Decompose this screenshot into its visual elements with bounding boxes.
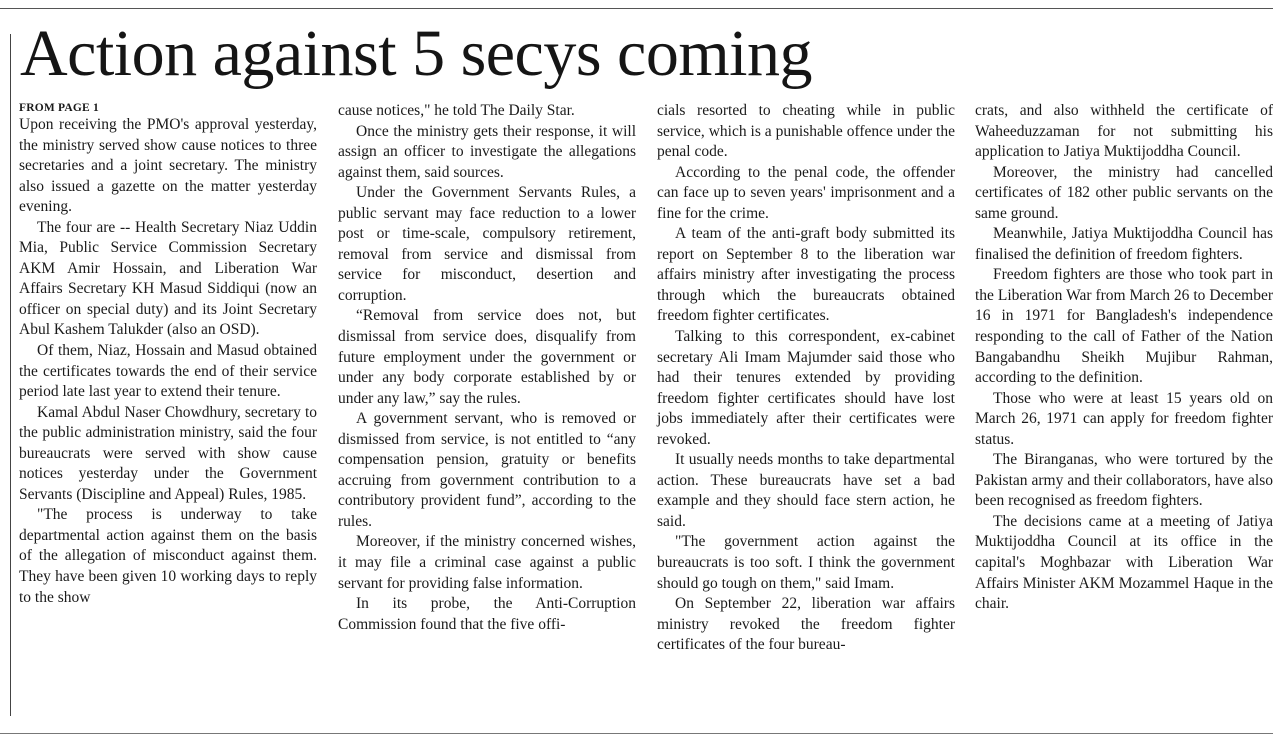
paragraph: “Removal from service does not, but dismissal from service does, disqualify from future employment under the government or under any body corporate established by or under any law,” say the rules.	[338, 307, 636, 407]
article-column-2	[338, 101, 636, 635]
paragraph: "The government action against the bureaucrats is too soft. I think the government should go tough on them," said Imam.	[657, 533, 955, 592]
paragraph: Talking to this correspondent, ex-cabinet secretary Ali Imam Majumder said those who had their tenures extended by providing freedom fighter certificates should have lost jobs immediately after their certificates were revoked.	[657, 328, 955, 448]
paragraph: Upon receiving the PMO's approval yesterday, the ministry served show cause notices to three secretaries and a joint secretary. The ministry also issued a gazette on the matter yesterday evening.	[19, 116, 317, 216]
paragraph: Once the ministry gets their response, it will assign an officer to investigate the allegations against them, said sources.	[338, 122, 636, 181]
top-rule	[0, 8, 1273, 9]
article-column-1	[19, 101, 317, 608]
article-column-3	[657, 101, 955, 656]
paragraph: "The process is underway to take departmental action against them on the basis of the allegation of misconduct against them. They have been given 10 working days to reply to the show	[19, 506, 317, 606]
paragraph: In its probe, the Anti-Corruption Commission found that the five offi-	[338, 595, 636, 633]
paragraph: Moreover, the ministry had cancelled certificates of 182 other public servants on the same ground.	[975, 163, 1273, 222]
paragraph: The four are -- Health Secretary Niaz Uddin Mia, Public Service Commission Secretary AKM Amir Hossain, and Liberation War Affairs Secretary KH Masud Siddiqui (now an officer on special duty) and its Joint Secretary Abul Kashem Talukder (also an OSD).	[19, 218, 317, 339]
paragraph: It usually needs months to take departmental action. These bureaucrats have set a bad example and they should face stern action, he said.	[657, 451, 955, 530]
paragraph: cials resorted to cheating while in public service, which is a punishable offence under the penal code.	[657, 102, 955, 161]
paragraph: Those who were at least 15 years old on March 26, 1971 can apply for freedom fighter status.	[975, 389, 1273, 448]
from-page-kicker: FROM PAGE 1	[19, 102, 99, 114]
paragraph: Meanwhile, Jatiya Muktijoddha Council has finalised the definition of freedom fighters.	[975, 225, 1273, 263]
paragraph: Under the Government Servants Rules, a public servant may face reduction to a lower post or time-scale, compulsory retirement, removal from service and dismissal from service for misconduct, desertion and corruption.	[338, 184, 636, 304]
paragraph: Freedom fighters are those who took part in the Liberation War from March 26 to December 16 in 1971 for Bangladesh's independence responding to the call of Father of the Nation Bangabandhu Sheikh Mujibur Rahman, according to the definition.	[975, 266, 1273, 387]
paragraph: According to the penal code, the offender can face up to seven years' imprisonment and a fine for the crime.	[657, 163, 955, 222]
paragraph: Kamal Abdul Naser Chowdhury, secretary to the public administration ministry, said the four bureaucrats were served with show cause notices yesterday under the Government Servants (Discipline and Appeal) Rules, 1985.	[19, 403, 317, 503]
paragraph: A government servant, who is removed or dismissed from service, is not entitled to “any compensation pension, gratuity or benefits accruing from government contribution to a contributory provident fund”, according to the rules.	[338, 410, 636, 530]
paragraph: On September 22, liberation war affairs ministry revoked the freedom fighter certificates of the four bureau-	[657, 595, 955, 654]
paragraph: The decisions came at a meeting of Jatiya Muktijoddha Council at its office in the capital's Moghbazar with Liberation War Affairs Minister AKM Mozammel Haque in the chair.	[975, 512, 1273, 613]
headline: Action against 5 secys coming	[20, 17, 813, 90]
paragraph: A team of the anti-graft body submitted its report on September 8 to the liberation war affairs ministry after investigating the process through which the bureaucrats obtained freedom fighter certificates.	[657, 225, 955, 325]
bottom-rule	[0, 733, 1273, 734]
paragraph: Moreover, if the ministry concerned wishes, it may file a criminal case against a public servant for providing false information.	[338, 533, 636, 592]
article-column-4	[975, 101, 1273, 615]
paragraph: The Biranganas, who were tortured by the Pakistan army and their collaborators, have also been recognised as freedom fighters.	[975, 451, 1273, 510]
paragraph: Of them, Niaz, Hossain and Masud obtained the certificates towards the end of their service period late last year to extend their tenure.	[19, 342, 317, 401]
left-column-rule	[10, 34, 11, 716]
paragraph: crats, and also withheld the certificate of Waheeduzzaman for not submitting his application to Jatiya Muktijoddha Council.	[975, 102, 1273, 161]
paragraph: cause notices," he told The Daily Star.	[338, 102, 575, 119]
